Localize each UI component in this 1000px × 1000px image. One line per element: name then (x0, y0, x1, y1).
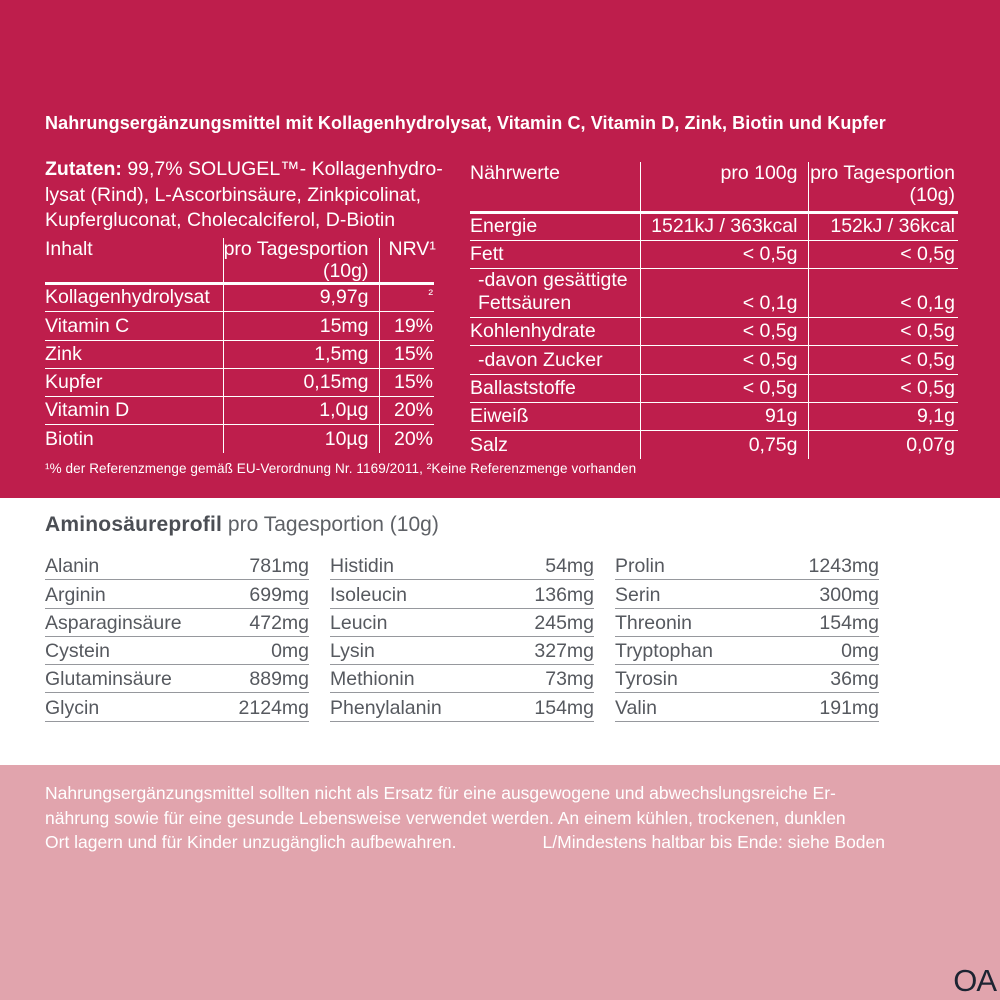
amino-row (615, 580, 879, 608)
nutrient-nrv: 15% (379, 340, 434, 368)
ingredients-label: Zutaten: (45, 158, 122, 180)
amino-name: Serin (615, 583, 661, 606)
amino-row (330, 693, 594, 721)
col-header-per100g: pro 100g (640, 162, 808, 212)
amino-name: Isoleucin (330, 583, 407, 606)
amino-column (330, 552, 594, 722)
value-per-portion: 0,07g (808, 431, 958, 459)
nutrient-name: Salz (470, 434, 508, 457)
nutrition-facts-section (0, 0, 1000, 498)
nutrient-nrv: 15% (379, 368, 434, 396)
table-header-row (45, 238, 434, 284)
col-header-portion: pro Tagesportion (10g) (808, 162, 958, 212)
col-header-nrv: NRV¹ (379, 238, 434, 284)
amino-row (615, 609, 879, 637)
amino-name: Histidin (330, 555, 394, 578)
amino-row (330, 580, 594, 608)
nutrient-name: Energie (470, 212, 640, 240)
table-row (45, 368, 434, 396)
amino-row (330, 609, 594, 637)
naehrwerte-table (470, 162, 958, 459)
value-per-portion: 152kJ / 36kcal (808, 212, 958, 240)
nutrient-name: Vitamin C (45, 312, 223, 340)
nutrient-value: 10µg (223, 425, 379, 453)
amino-name: Glutaminsäure (45, 668, 172, 691)
amino-value: 136mg (534, 583, 594, 606)
nutrient-name: Biotin (45, 428, 94, 451)
table-row (470, 346, 958, 374)
amino-column (45, 552, 309, 722)
nutrient-name: Kollagenhydrolysat (45, 284, 223, 312)
amino-name: Phenylalanin (330, 696, 442, 719)
amino-value: 472mg (249, 611, 309, 634)
nutrient-value: 15mg (223, 312, 379, 340)
table-row (45, 425, 434, 453)
best-before-note: L/Mindestens haltbar bis Ende: siehe Boden (542, 832, 885, 852)
value-per-100g: < 0,5g (640, 240, 808, 268)
amino-value: 54mg (545, 555, 594, 578)
amino-value: 0mg (841, 640, 879, 663)
nutrient-nrv: 19% (379, 312, 434, 340)
amino-row (330, 552, 594, 580)
nutrient-nrv: ² (379, 284, 434, 312)
table-row (470, 374, 958, 402)
amino-value: 699mg (249, 583, 309, 606)
nutrient-name: Fett (470, 240, 640, 268)
table-row (470, 212, 958, 240)
amino-name: Asparaginsäure (45, 611, 182, 634)
nutrient-value: 1,5mg (223, 340, 379, 368)
amino-name: Glycin (45, 696, 100, 719)
table-header-row (470, 162, 958, 212)
storage-line: nährung sowie für eine gesunde Lebensweise verwendet werden. An einem kühlen, trockenen, dunklen (45, 807, 846, 828)
value-per-portion: < 0,5g (808, 318, 958, 346)
amino-row (45, 637, 309, 665)
value-per-100g: < 0,5g (640, 318, 808, 346)
amino-profile-title: Aminosäureprofil pro Tagesportion (10g) (45, 513, 439, 536)
amino-row (615, 637, 879, 665)
nutrient-name: -davon Zucker (470, 346, 640, 374)
amino-profile-section (0, 498, 1000, 765)
amino-column (615, 552, 879, 722)
amino-row (615, 665, 879, 693)
amino-value: 327mg (534, 640, 594, 663)
nutrient-name: Ballaststoffe (470, 374, 640, 402)
amino-row (330, 637, 594, 665)
ingredients-text (45, 157, 455, 234)
value-per-100g: 91g (640, 402, 808, 430)
amino-row (45, 693, 309, 721)
amino-value: 73mg (545, 668, 594, 691)
amino-name: Leucin (330, 611, 388, 634)
amino-row (45, 665, 309, 693)
amino-name: Tyrosin (615, 668, 678, 691)
value-per-portion: < 0,1g (808, 269, 958, 318)
amino-table (45, 552, 879, 722)
amino-name: Arginin (45, 583, 106, 606)
table-row (470, 431, 958, 459)
table-row (470, 318, 958, 346)
nutrient-name: -davon gesättigte Fettsäuren (470, 269, 640, 318)
storage-advice-text (45, 781, 885, 855)
col-header-portion: pro Tagesportion (10g) (223, 238, 379, 284)
amino-row (45, 609, 309, 637)
value-per-100g: < 0,5g (640, 346, 808, 374)
nutrient-value: 9,97g (223, 284, 379, 312)
amino-value: 154mg (819, 611, 879, 634)
col-header-naehrwerte: Nährwerte (470, 162, 640, 212)
table-row (45, 312, 434, 340)
amino-name: Methionin (330, 668, 415, 691)
storage-advice-section (0, 765, 1000, 1000)
reference-footnote: ¹% der Referenzmenge gemäß EU-Verordnung Nr. 1169/2011, ²Keine Referenzmenge vorhanden (45, 461, 637, 476)
value-per-100g: 1521kJ / 363kcal (640, 212, 808, 240)
nutrient-name: Vitamin D (45, 397, 223, 425)
amino-name: Alanin (45, 555, 100, 578)
value-per-100g: < 0,1g (640, 269, 808, 318)
amino-value: 154mg (534, 696, 594, 719)
value-per-portion: < 0,5g (808, 240, 958, 268)
table-row (45, 284, 434, 312)
amino-value: 1243mg (808, 555, 879, 578)
amino-name: Lysin (330, 640, 375, 663)
nutrient-value: 1,0µg (223, 397, 379, 425)
amino-name: Threonin (615, 611, 692, 634)
amino-row (615, 693, 879, 721)
amino-value: 245mg (534, 611, 594, 634)
nutrient-value: 0,15mg (223, 368, 379, 396)
amino-name: Cystein (45, 640, 111, 663)
storage-line (45, 830, 885, 855)
col-header-inhalt: Inhalt (45, 238, 223, 284)
ingredients-line: lysat (Rind), L-Ascorbinsäure, Zinkpicolinat, (45, 183, 422, 206)
value-per-100g: 0,75g (640, 431, 808, 459)
table-row (45, 397, 434, 425)
storage-line: Nahrungsergänzungsmittel sollten nicht als Ersatz für eine ausgewogene und abwechslungsreiche Er- (45, 783, 836, 803)
amino-name: Valin (615, 696, 657, 719)
table-row (45, 340, 434, 368)
ingredients-line: 99,7% SOLUGEL™- Kollagenhydro- (127, 158, 443, 180)
amino-value: 191mg (819, 696, 879, 719)
amino-value: 36mg (830, 668, 879, 691)
amino-value: 0mg (271, 640, 309, 663)
product-claim: Nahrungsergänzungsmittel mit Kollagenhydrolysat, Vitamin C, Vitamin D, Zink, Biotin und Kupfer (45, 113, 886, 133)
nutrient-nrv: 20% (379, 397, 434, 425)
inhalt-table (45, 238, 434, 453)
value-per-portion: 9,1g (808, 402, 958, 430)
amino-row (45, 552, 309, 580)
amino-value: 2124mg (238, 696, 309, 719)
nutrient-name: Zink (45, 340, 223, 368)
amino-row (615, 552, 879, 580)
amino-row (330, 665, 594, 693)
nutrient-name: Kupfer (45, 368, 223, 396)
amino-row (45, 580, 309, 608)
nutrient-nrv: 20% (379, 425, 434, 453)
amino-value: 889mg (249, 668, 309, 691)
amino-name: Prolin (615, 555, 665, 578)
amino-value: 781mg (249, 555, 309, 578)
ingredients-line: Kupfergluconat, Cholecalciferol, D-Biotin (45, 209, 396, 231)
amino-value: 300mg (819, 583, 879, 606)
value-per-portion: < 0,5g (808, 374, 958, 402)
value-per-portion: < 0,5g (808, 346, 958, 374)
storage-instruction: Ort lagern und für Kinder unzugänglich aufbewahren. (45, 832, 457, 852)
amino-name: Tryptophan (615, 640, 713, 663)
nutrient-name: Kohlenhydrate (470, 318, 640, 346)
nutrient-name: Eiweiß (470, 402, 640, 430)
value-per-100g: < 0,5g (640, 374, 808, 402)
brand-logo: OA (953, 963, 996, 998)
table-row (470, 240, 958, 268)
table-row (470, 402, 958, 430)
table-row (470, 269, 958, 318)
